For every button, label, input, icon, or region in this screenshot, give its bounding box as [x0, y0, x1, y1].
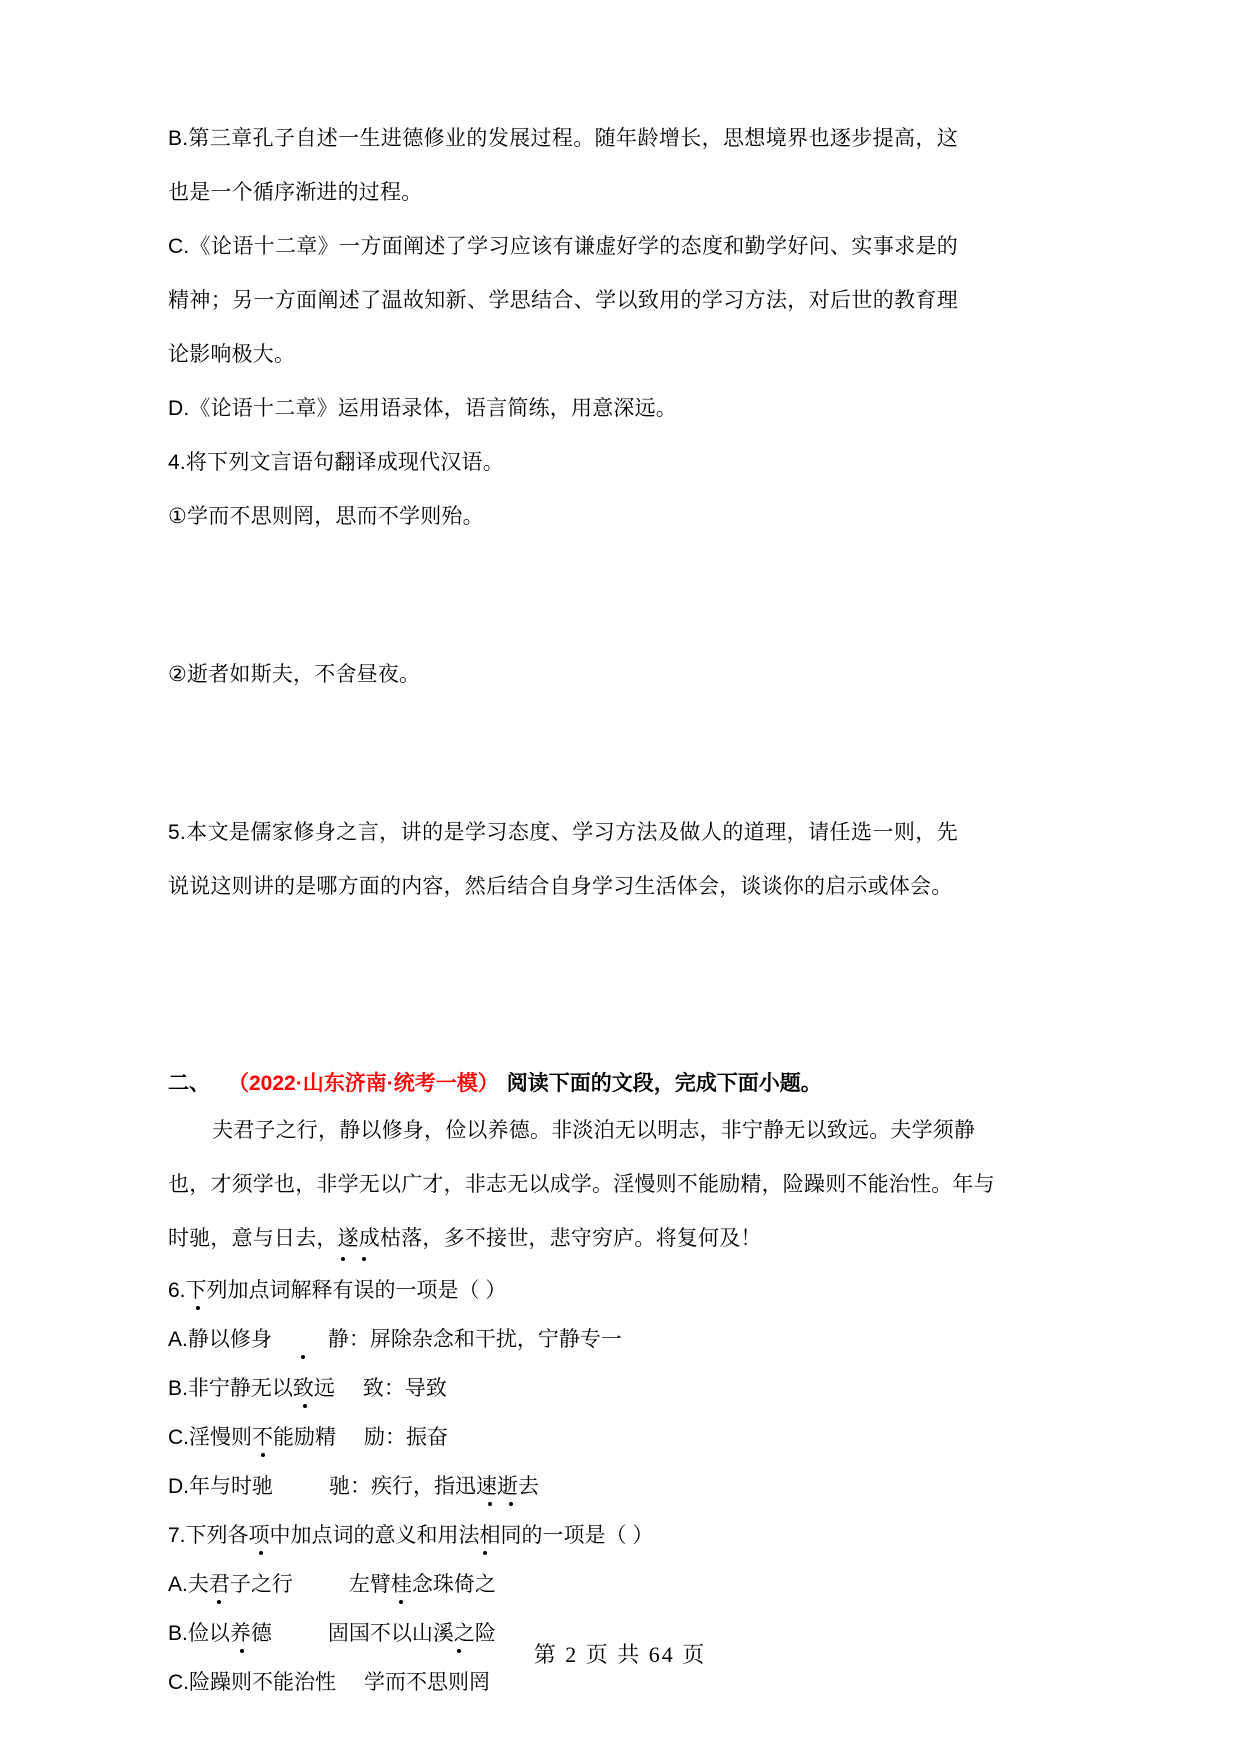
option-b-paragraph: B.第三章孔子自述一生进德修业的发展过程。随年龄增长，思想境界也逐步提高，这也是一个循序渐进的过程。 — [168, 127, 958, 204]
emphasis-char: 误 — [354, 1266, 375, 1315]
option-left-before: 夫君子 — [187, 1573, 251, 1596]
option-right-after: 山溪之险 — [411, 1622, 496, 1645]
section-two-heading — [168, 1064, 958, 1104]
question-4: 4.将下列文言语句翻译成现代汉语。 — [168, 451, 504, 474]
exam-source-tag: （2022·山东济南·统考一模） — [228, 1072, 499, 1095]
question-6-option-c — [168, 1413, 958, 1462]
option-label: B. — [168, 1377, 188, 1400]
emphasis-char: 同 — [501, 1511, 522, 1560]
question-6-option-a — [168, 1315, 958, 1364]
page-footer: 第 2 页 共 64 页 — [533, 1642, 707, 1667]
page-content — [168, 112, 995, 1707]
option-right-before: 固国不 — [327, 1622, 391, 1645]
option-label: A. — [168, 1328, 188, 1351]
answer-space-1 — [168, 544, 958, 648]
option-left-after: 养德 — [229, 1622, 272, 1645]
emphasis-char: 以 — [209, 1609, 230, 1658]
option-right-before: 学而不思 — [364, 1671, 448, 1694]
option-label: B. — [168, 1622, 188, 1645]
answer-space-2 — [168, 702, 958, 806]
question-6-prefix: 6.下列加点词解释 — [168, 1279, 333, 1302]
question-4-item-2: ②逝者如斯夫，不舍昼夜。 — [168, 663, 421, 686]
emphasis-char: 致 — [293, 1364, 314, 1413]
passage-line-2: 也，才须学也，非学无以广才，非志无以成学。淫慢则不能励精，险躁则不能治性。年与 — [168, 1173, 995, 1196]
option-left-before: 俭 — [187, 1622, 209, 1645]
option-c-paragraph: C.《论语十二章》一方面阐述了学习应该有谦虚好学的态度和勤学好问、实事求是的精神；另一方面阐述了温故知新、学思结合、学以致用的学习方法，对后世的教育理论影响极大。 — [168, 235, 958, 366]
question-6-stem — [168, 1266, 958, 1315]
option-stem-before: 年与时 — [189, 1475, 252, 1498]
emphasis-char: 有 — [333, 1266, 354, 1315]
question-7-emphasis — [480, 1524, 522, 1547]
question-6-suffix: 的一项是（ ） — [374, 1279, 507, 1302]
option-stem-after: 以修身 — [208, 1328, 272, 1351]
emphasis-char: 励 — [294, 1413, 315, 1462]
question-6-option-d — [168, 1462, 958, 1511]
emphasis-char: 以 — [391, 1609, 412, 1658]
question-7-prefix: 7.下列各项中加点词的意义和用法 — [168, 1524, 480, 1547]
option-gloss: 致：导致 — [362, 1377, 447, 1400]
option-label: C. — [168, 1671, 189, 1694]
option-left-before: 险躁 — [189, 1671, 231, 1694]
option-stem-after: 精 — [315, 1426, 336, 1449]
question-7-stem — [168, 1511, 958, 1560]
option-right-after: 罔 — [469, 1671, 490, 1694]
emphasis-char: 相 — [480, 1511, 501, 1560]
question-4-item-1: ①学而不思则罔，思而不学则殆。 — [168, 505, 484, 528]
section-number: 二、 — [168, 1072, 210, 1095]
question-5: 5.本文是儒家修身之言，讲的是学习态度、学习方法及做人的道理，请任选一则，先说说这则讲的是哪方面的内容，然后结合自身学习生活体会，谈谈你的启示或体会。 — [168, 821, 958, 898]
emphasis-char: 之 — [251, 1560, 272, 1609]
answer-space-3 — [168, 914, 958, 1064]
question-6-option-b — [168, 1364, 958, 1413]
emphasis-char: 则 — [231, 1658, 252, 1707]
option-stem-before: 非宁静无以 — [187, 1377, 293, 1400]
question-7-suffix: 的一项是（ ） — [521, 1524, 654, 1547]
option-stem-before: 淫慢则不能 — [189, 1426, 294, 1449]
emphasis-char: 驰 — [252, 1462, 273, 1511]
option-label: D. — [168, 1475, 189, 1498]
option-left-after: 行 — [271, 1573, 293, 1596]
option-right-before: 左臂桂念珠倚 — [348, 1573, 475, 1596]
option-gloss: 静：屏除杂念和干扰，宁静专一 — [327, 1328, 622, 1351]
emphasis-char: 则 — [448, 1658, 469, 1707]
passage-line-3: 时驰，意与日去，遂成枯落，多不接世，悲守穷庐。将复何及！ — [168, 1227, 762, 1250]
question-7-option-a — [168, 1560, 958, 1609]
option-d-paragraph: D.《论语十二章》运用语录体，语言简练，用意深远。 — [168, 397, 677, 420]
option-gloss: 驰：疾行，指迅速逝去 — [329, 1475, 539, 1498]
section-prompt: 阅读下面的文段，完成下面小题。 — [506, 1072, 822, 1095]
emphasis-char: 静 — [188, 1315, 209, 1364]
emphasis-char: 之 — [475, 1560, 496, 1609]
option-left-after: 不能治性 — [252, 1671, 336, 1694]
option-label: A. — [168, 1573, 188, 1596]
passage-line-1: 夫君子之行，静以修身，俭以养德。非淡泊无以明志，非宁静无以致远。夫学须静 — [212, 1119, 976, 1142]
option-gloss: 励：振奋 — [364, 1426, 448, 1449]
option-label: C. — [168, 1426, 189, 1449]
option-stem-after: 远 — [313, 1377, 335, 1400]
question-6-emphasis — [333, 1279, 375, 1302]
